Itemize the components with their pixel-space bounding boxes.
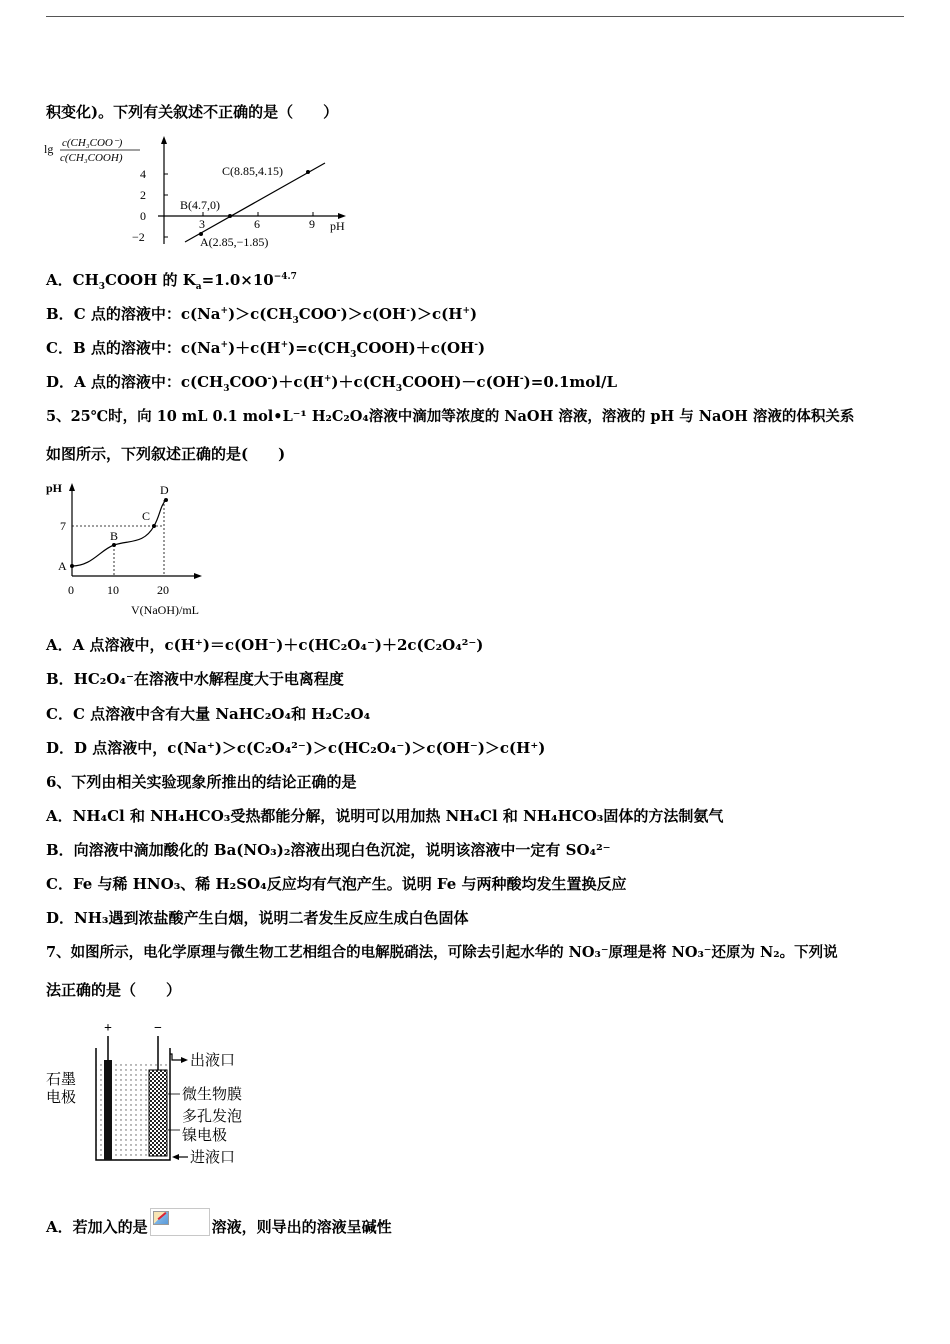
q4-xtick-3: 3 [199,217,205,231]
q6-stem: 6、下列由相关实验现象所推出的结论正确的是 [46,773,357,791]
broken-image-icon [150,1208,210,1236]
q4-label-a: A(2.85,−1.85) [200,235,269,249]
q7-outlet-label: 出液口 [190,1053,236,1069]
q5-option-a: A．A 点溶液中，c(H⁺)＝c(OH⁻)＋c(HC₂O₄⁻)＋2c(C₂O₄²⁻) [46,636,484,654]
q4-point-c [306,170,310,174]
q4-xlabel: pH [330,219,345,233]
q7-inlet-label: 进液口 [190,1150,236,1166]
q7-nickel-electrode [149,1070,167,1156]
q7-graphite-label-2: 电极 [46,1090,77,1106]
q5-ylabel: pH [46,481,63,495]
q7-nickel-label: 镍电极 [182,1128,228,1144]
q7-graphite-label-1: 石墨 [46,1072,77,1088]
q5-point-a [70,564,74,568]
q7-plus-sign: + [104,1021,112,1036]
q6-option-a: A．NH₄Cl 和 NH₄HCO₃受热都能分解，说明可以用加热 NH₄Cl 和 NH₄HCO₃固体的方法制氨气 [46,807,724,825]
q4-option-c: C．B 点的溶液中：$c(Na^+)+c(H^+)=c(CH_3COOH)+c(OH^-)$ [46,339,486,360]
q6-option-d: D．NH₃遇到浓盐酸产生白烟，说明二者发生反应生成白色固体 [46,909,469,927]
q7-film-label: 微生物膜 [182,1087,243,1103]
q4-ytick-2: 2 [140,188,146,202]
q5-point-b [112,543,116,547]
q5-label-d: D [160,483,169,497]
q4-ytick-m2: −2 [132,230,145,244]
q5-stem-1: 5、25℃时，向 10 mL 0.1 mol•L⁻¹ H₂C₂O₄溶液中滴加等浓度的 NaOH 溶液，溶液的 pH 与 NaOH 溶液的体积关系 [46,408,855,425]
q5-xtick-10: 10 [107,583,119,597]
q5-xtick-20: 20 [157,583,169,597]
q4-option-d: D．A 点的溶液中：$c(CH_3COO^-)+c(H^+)+c(CH_3COOH)-c(OH^-)=0.1mol/L$ [46,373,618,394]
q5-option-b: B．HC₂O₄⁻在溶液中水解程度大于电离程度 [46,670,344,688]
q7-inlet-arrow [172,1154,179,1160]
q5-option-d: D．D 点溶液中，c(Na⁺)＞c(C₂O₄²⁻)＞c(HC₂O₄⁻)＞c(OH⁻)＞c(H⁺) [46,739,546,757]
header-rule [46,16,904,17]
q4-option-b: B．C 点的溶液中：$c(Na^+)>c(CH_3COO^-)>c(OH^-)>c(H^+)$ [46,305,478,326]
q4-ylabel-den: c(CH₃COOH) [60,152,123,164]
q4-xtick-6: 6 [254,217,260,231]
q5-y-arrow [69,483,75,491]
q5-curve [72,500,166,566]
q4-label-b: B(4.7,0) [180,198,220,212]
q5-option-c: C．C 点溶液中含有大量 NaHC₂O₄和 H₂C₂O₄ [46,705,371,723]
q5-point-d [164,498,168,502]
q4-y-arrow [161,136,167,144]
q5-point-c [152,524,156,528]
q7-stem-2: 法正确的是（ ） [46,981,182,999]
q7-graphite-electrode [104,1060,112,1160]
q5-x-arrow [194,573,202,579]
q7-stem-1: 7、如图所示，电化学原理与微生物工艺相组合的电解脱硝法，可除去引起水华的 NO₃⁻原理是将 NO₃⁻还原为 N₂。下列说 [46,944,838,961]
q4-label-c: C(8.85,4.15) [222,164,283,178]
q5-label-b: B [110,529,119,543]
q4-stem: 积变化)。下列有关叙述不正确的是（ ） [46,103,339,121]
q5-xlabel: V(NaOH)/mL [131,603,199,617]
q5-xtick-0: 0 [68,583,74,597]
q4-graph [40,132,360,257]
q7-outlet-pipe [170,1054,182,1060]
q6-option-b: B．向溶液中滴加酸化的 Ba(NO₃)₂溶液出现白色沉淀，说明该溶液中一定有 SO₄²⁻ [46,841,611,859]
q4-xtick-9: 9 [309,217,315,231]
q5-graph [44,478,224,620]
q4-option-a: A．$CH_3COOH$ 的 $K_a=1.0\times 10^{-4.7}$ [46,271,297,292]
q5-stem-2: 如图所示，下列叙述正确的是( ) [46,445,286,463]
q4-ytick-4: 4 [140,167,146,181]
q5-label-a: A [58,559,67,573]
q7-minus-sign: − [154,1021,162,1036]
q4-ylabel-num: c(CH₃COO⁻) [62,137,123,149]
q7-electrolysis-diagram [44,1018,264,1170]
q4-ylabel-prefix: lg [44,142,54,156]
q4-point-b [228,214,232,218]
q7-option-a: A．若加入的是 溶液，则导出的溶液呈碱性 [46,1208,392,1237]
q7-porous-label: 多孔发泡 [182,1109,243,1125]
q5-ytick-7: 7 [60,519,66,533]
q4-ytick-0: 0 [140,209,146,223]
q5-label-c: C [142,509,151,523]
q6-option-c: C．Fe 与稀 HNO₃、稀 H₂SO₄反应均有气泡产生。说明 Fe 与两种酸均发生置换反应 [46,875,627,893]
